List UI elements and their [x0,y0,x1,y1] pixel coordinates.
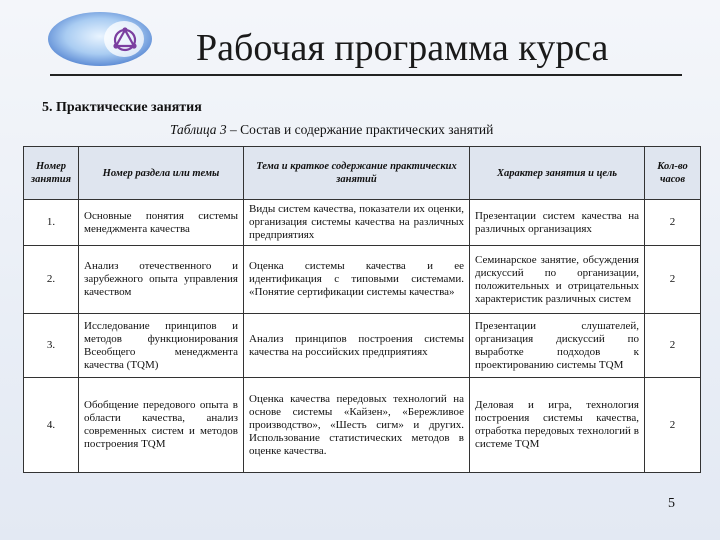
page-number: 5 [668,496,675,511]
header-topic: Тема и краткое содержание практических занятий [244,147,470,200]
table-row [24,200,701,246]
practical-lessons-table [23,146,701,473]
university-logo-icon [46,10,154,68]
table-row [24,246,701,314]
cell-section: Основные понятия системы менеджмента качества [79,200,244,246]
cell-lesson-number: 3. [24,314,79,378]
cell-section: Анализ отечественного и зарубежного опыта управления качеством [79,246,244,314]
header-lesson-number: Номер занятия [24,147,79,200]
table-header-row [24,147,701,200]
cell-lesson-number: 4. [24,378,79,473]
cell-nature: Деловая и игра, технология построения системы качества, отработка передовых технологий в системе TQM [470,378,645,473]
cell-hours: 2 [645,314,701,378]
cell-hours: 2 [645,200,701,246]
cell-topic: Оценка системы качества и ее идентификация с типовыми системами. «Понятие сертификации системы качества» [244,246,470,314]
cell-hours: 2 [645,378,701,473]
cell-lesson-number: 2. [24,246,79,314]
table-row [24,378,701,473]
cell-nature: Семинарское занятие, обсуждения дискуссий по организации, положительных и отрицательных характеристик различных систем [470,246,645,314]
cell-section: Обобщение передового опыта в области качества, анализ современных систем и методов построения TQM [79,378,244,473]
table-caption-text: – Состав и содержание практических занятий [226,122,494,137]
cell-hours: 2 [645,246,701,314]
header-section-number: Номер раздела или темы [79,147,244,200]
cell-nature: Презентации систем качества на различных организациях [470,200,645,246]
slide-title: Рабочая программа курса [196,27,609,69]
section-heading: 5. Практические занятия [42,100,202,115]
cell-topic: Оценка качества передовых технологий на основе системы «Кайзен», «Бережливое производство», «Шесть сигм» и других. Использование статистических методов в оценке качества. [244,378,470,473]
cell-lesson-number: 1. [24,200,79,246]
cell-section: Исследование принципов и методов функционирования Всеобщего менеджмента качества (TQM) [79,314,244,378]
table-caption [170,122,493,138]
header-nature: Характер занятия и цель [470,147,645,200]
cell-topic: Виды систем качества, показатели их оценки, организация системы качества на различных предприятиях [244,200,470,246]
cell-topic: Анализ принципов построения системы качества на российских предприятиях [244,314,470,378]
table-caption-number: Таблица 3 [170,122,227,137]
title-underline [50,74,682,76]
cell-nature: Презентации слушателей, организация дискуссий по выработке подходов к проектированию системы TQM [470,314,645,378]
table-row [24,314,701,378]
header-hours: Кол-во часов [645,147,701,200]
